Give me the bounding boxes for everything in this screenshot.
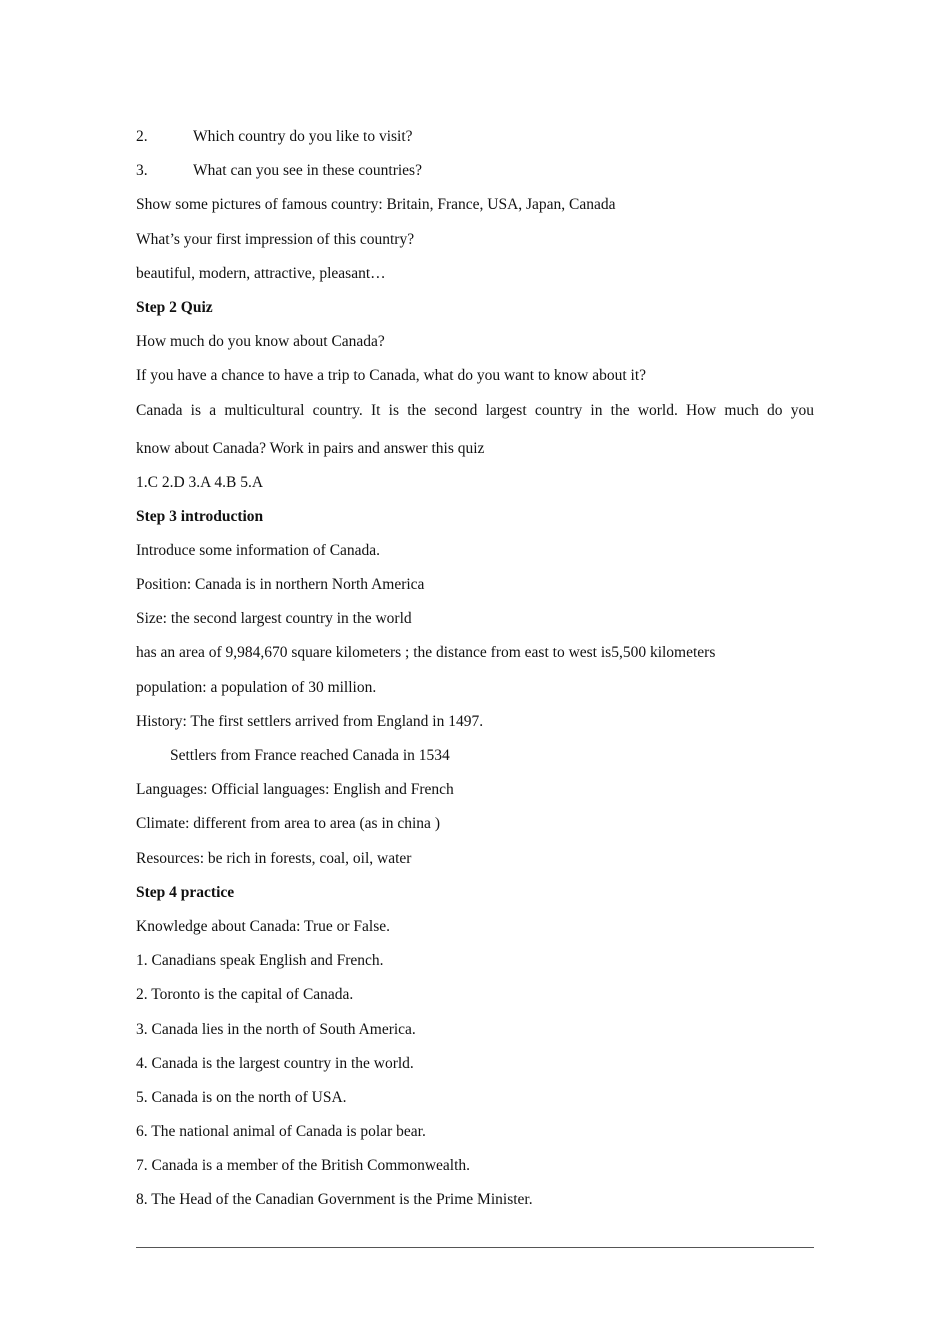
- size-line: Size: the second largest country in the world: [136, 610, 412, 628]
- history-line-2: Settlers from France reached Canada in 1534: [170, 747, 450, 764]
- true-false-item: 4. Canada is the largest country in the world.: [136, 1054, 414, 1072]
- step3-intro: Introduce some information of Canada.: [136, 541, 381, 559]
- numbered-question: [136, 120, 814, 154]
- resources-line: Resources: be rich in forests, coal, oil, water: [136, 849, 412, 867]
- step2-paragraph: [136, 394, 814, 466]
- first-impression-line: What’s your first impression of this country?: [136, 230, 415, 248]
- question-text: What can you see in these countries?: [193, 162, 422, 180]
- position-line: Position: Canada is in northern North America: [136, 576, 425, 594]
- step2-question-1: How much do you know about Canada?: [136, 333, 385, 351]
- numbered-question: [136, 154, 814, 188]
- paragraph-line: know about Canada? Work in pairs and answer this quiz: [136, 439, 485, 457]
- document-page: [136, 120, 814, 1218]
- languages-line: Languages: Official languages: English and French: [136, 781, 454, 799]
- true-false-item: 6. The national animal of Canada is polar bear.: [136, 1123, 426, 1141]
- population-line: population: a population of 30 million.: [136, 678, 377, 696]
- step4-heading: Step 4 practice: [136, 883, 235, 901]
- true-false-item: 5. Canada is on the north of USA.: [136, 1088, 347, 1106]
- step3-heading: Step 3 introduction: [136, 507, 264, 525]
- true-false-item: 1. Canadians speak English and French.: [136, 952, 384, 970]
- quiz-answers: 1.C 2.D 3.A 4.B 5.A: [136, 473, 264, 491]
- question-number: 3.: [136, 162, 148, 180]
- step2-heading: Step 2 Quiz: [136, 298, 213, 316]
- climate-line: Climate: different from area to area (as in china ): [136, 815, 440, 833]
- history-line: History: The first settlers arrived from England in 1497.: [136, 712, 484, 730]
- step2-question-2: If you have a chance to have a trip to Canada, what do you want to know about it?: [136, 367, 647, 385]
- area-line: has an area of 9,984,670 square kilometers ; the distance from east to west is5,500 kilometers: [136, 644, 716, 662]
- true-false-item: 2. Toronto is the capital of Canada.: [136, 986, 354, 1004]
- true-false-item: 8. The Head of the Canadian Government is the Prime Minister.: [136, 1191, 533, 1209]
- true-false-item: 3. Canada lies in the north of South America.: [136, 1020, 416, 1038]
- question-number: 2.: [136, 128, 148, 145]
- step4-intro: Knowledge about Canada: True or False.: [136, 917, 390, 935]
- footer-divider: [136, 1247, 814, 1248]
- question-text: Which country do you like to visit?: [193, 128, 413, 145]
- show-pictures-line: Show some pictures of famous country: Britain, France, USA, Japan, Canada: [136, 196, 616, 214]
- true-false-item: 7. Canada is a member of the British Commonwealth.: [136, 1157, 471, 1175]
- paragraph-line: Canada is a multicultural country. It is the second largest country in the world. How much do you: [136, 401, 814, 419]
- adjectives-line: beautiful, modern, attractive, pleasant…: [136, 264, 386, 282]
